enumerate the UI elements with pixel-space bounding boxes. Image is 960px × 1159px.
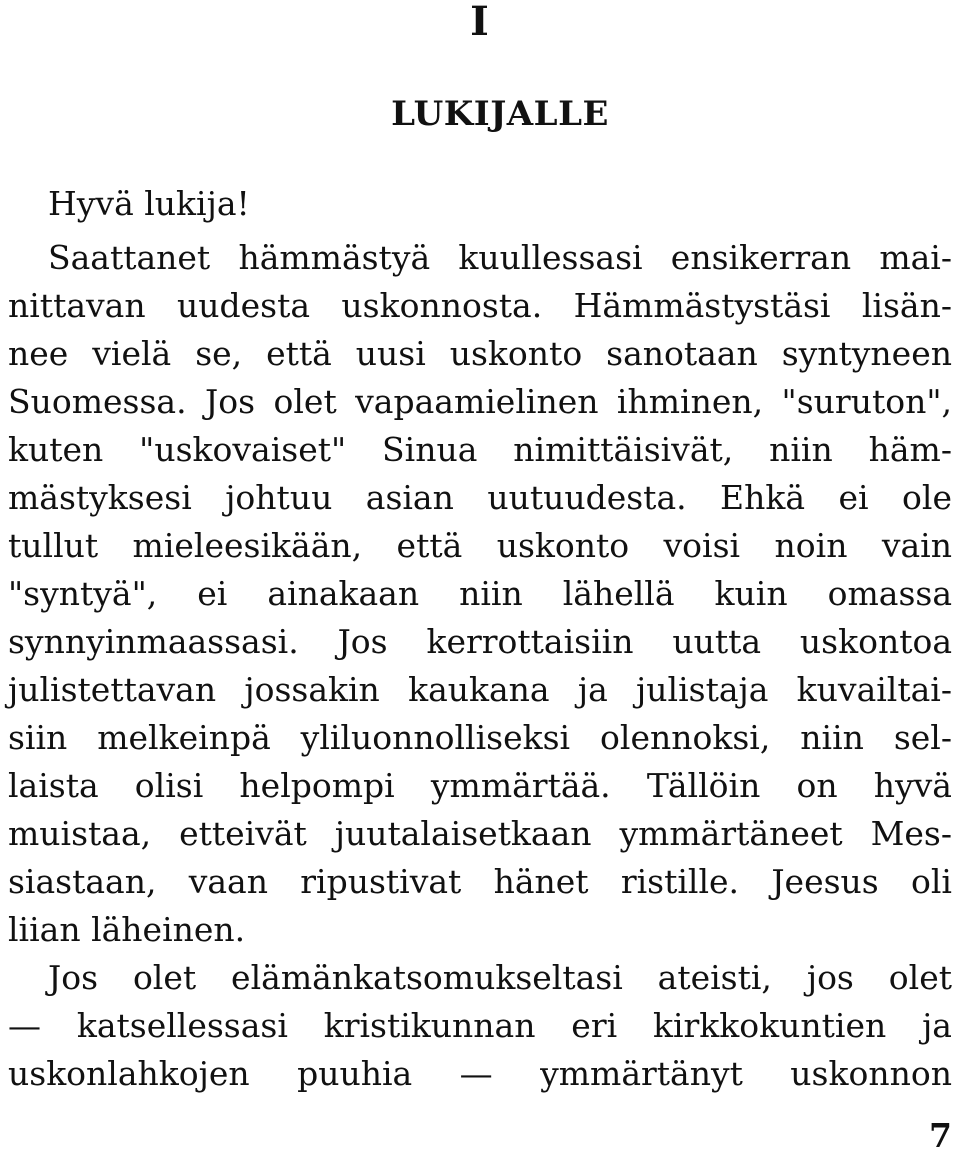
text-line: synnyinmaassasi. Jos kerrottaisiin uutta uskontoa [8, 622, 952, 661]
text-line: uskonlahkojen puuhia — ymmärtänyt uskonnon [8, 1054, 952, 1093]
text-line: kuten "uskovaiset" Sinua nimittäisivät, niin häm- [8, 430, 952, 469]
text-line: — katsellessasi kristikunnan eri kirkkokuntien ja [8, 1006, 952, 1045]
salutation: Hyvä lukija! [48, 184, 250, 223]
text-line: julistettavan jossakin kaukana ja julistaja kuvailtai- [8, 670, 952, 709]
text-line: siin melkeinpä yliluonnolliseksi olennoksi, niin sel- [8, 718, 952, 757]
text-line: Saattanet hämmästyä kuullessasi ensikerran mai- [48, 238, 952, 277]
text-line: Suomessa. Jos olet vapaamielinen ihminen, "suruton", [8, 382, 952, 421]
chapter-title: LUKIJALLE [391, 94, 609, 134]
text-line: liian läheinen. [8, 910, 246, 949]
chapter-number: I [470, 0, 490, 45]
text-line: laista olisi helpompi ymmärtää. Tällöin on hyvä [8, 766, 952, 805]
text-line: mästyksesi johtuu asian uutuudesta. Ehkä ei ole [8, 478, 952, 517]
text-line: muistaa, etteivät juutalaisetkaan ymmärtäneet Mes- [8, 814, 952, 853]
text-line: "syntyä", ei ainakaan niin lähellä kuin omassa [8, 574, 952, 613]
text-line: Jos olet elämänkatsomukseltasi ateisti, jos olet [48, 958, 952, 997]
text-line: nittavan uudesta uskonnosta. Hämmästystäsi lisän- [8, 286, 952, 325]
text-line: siastaan, vaan ripustivat hänet ristille. Jeesus oli [8, 862, 952, 901]
text-line: nee vielä se, että uusi uskonto sanotaan syntyneen [8, 334, 952, 373]
page-number: 7 [929, 1116, 952, 1155]
text-line: tullut mieleesikään, että uskonto voisi noin vain [8, 526, 952, 565]
